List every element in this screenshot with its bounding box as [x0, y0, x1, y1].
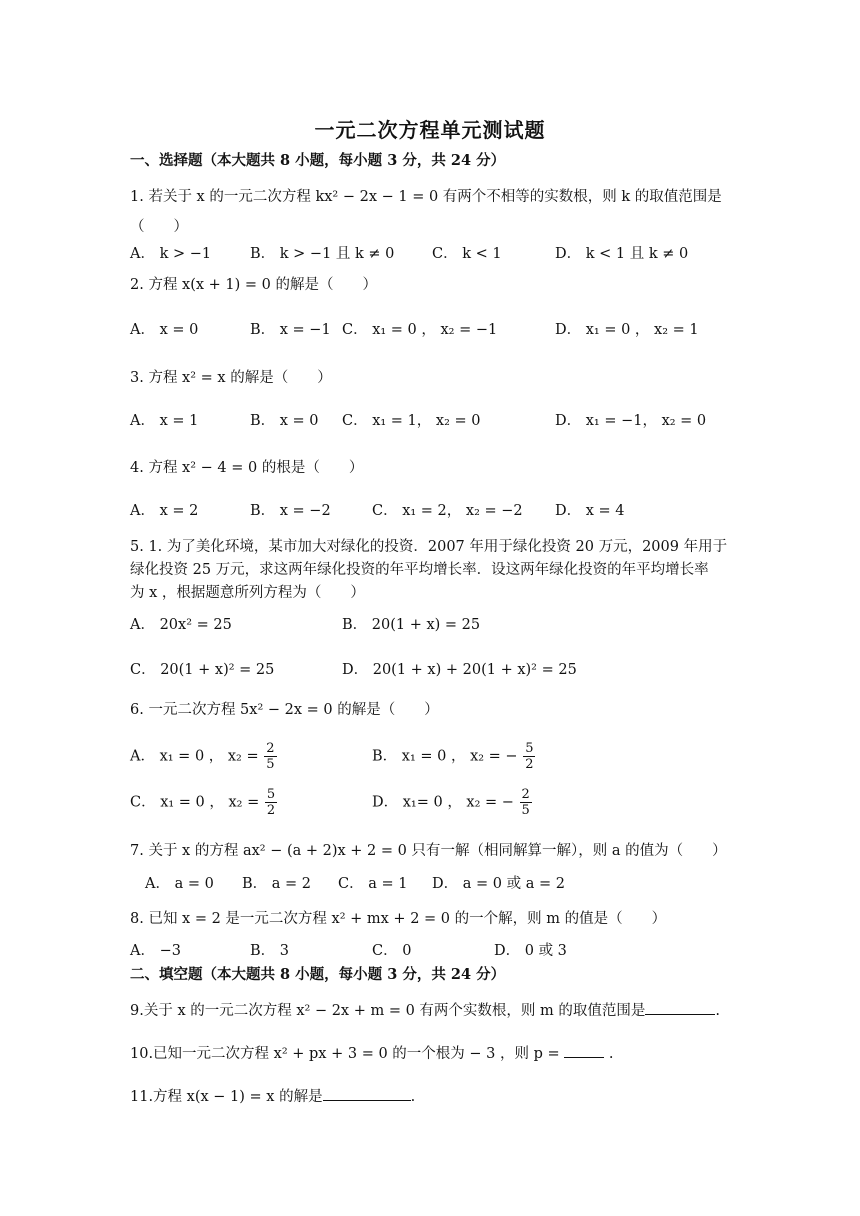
question-2-option-b: B． x = −1: [250, 322, 331, 338]
question-6-option-b-text: B． x₁ = 0 ， x₂ = −: [372, 748, 518, 765]
question-1-option-a: A． k > −1: [130, 246, 212, 262]
question-8-option-b: B． 3: [250, 943, 289, 959]
question-5-option-c: C． 20(1 + x)² = 25: [130, 662, 275, 678]
question-7-option-d: D． a = 0 或 a = 2: [432, 876, 565, 892]
question-7-option-b: B． a = 2: [242, 876, 312, 892]
question-1-option-d: D． k < 1 且 k ≠ 0: [555, 246, 689, 262]
question-5-option-b: B． 20(1 + x) = 25: [342, 617, 481, 633]
question-1-paren: （ ）: [130, 219, 188, 235]
question-11: [130, 1086, 415, 1107]
question-6-stem: 6. 一元二次方程 5x² − 2x = 0 的解是（ ）: [130, 702, 439, 718]
question-6-option-c: [130, 787, 278, 818]
fraction-denominator: 2: [525, 757, 534, 772]
question-10-text: 10.已知一元二次方程 x² + px + 3 = 0 的一个根为 − 3 ，则 p =: [130, 1046, 560, 1062]
question-4-stem: 4. 方程 x² − 4 = 0 的根是（ ）: [130, 460, 364, 476]
question-8-stem: 8. 已知 x = 2 是一元二次方程 x² + mx + 2 = 0 的一个解，则 m 的值是（ ）: [130, 911, 667, 927]
question-9-period: .: [715, 1003, 720, 1019]
question-1-stem: 1. 若关于 x 的一元二次方程 kx² − 2x − 1 = 0 有两个不相等的实数根，则 k 的取值范围是: [130, 189, 722, 205]
answer-blank[interactable]: [645, 1000, 715, 1015]
question-6-option-d: [372, 787, 533, 818]
question-2-option-c: C． x₁ = 0 ， x₂ = −1: [342, 322, 498, 338]
question-1-option-b: B． k > −1 且 k ≠ 0: [250, 246, 395, 262]
fraction-denominator: 5: [521, 803, 530, 818]
question-8-option-c: C． 0: [372, 943, 412, 959]
fraction-numerator: 2: [521, 787, 530, 802]
question-2-option-a: A． x = 0: [130, 322, 199, 338]
question-6-option-a-fraction: [264, 741, 276, 772]
question-4-option-a: A． x = 2: [130, 503, 199, 519]
question-6-option-c-text: C． x₁ = 0 ， x₂ =: [130, 794, 260, 811]
question-4-option-d: D． x = 4: [555, 503, 625, 519]
fraction-numerator: 5: [266, 787, 276, 802]
question-8-option-a: A． −3: [130, 943, 181, 959]
question-5-option-d: D． 20(1 + x) + 20(1 + x)² = 25: [342, 662, 577, 678]
question-3-option-d: D． x₁ = −1， x₂ = 0: [555, 413, 707, 429]
fraction-numerator: 5: [525, 741, 534, 756]
question-10-period: .: [608, 1046, 614, 1062]
question-9: [130, 1000, 720, 1021]
question-5-line-3: 为 x ，根据题意所列方程为（ ）: [130, 585, 365, 601]
question-6-option-b-fraction: [523, 741, 535, 772]
question-6-option-a: [130, 741, 278, 772]
fraction-numerator: 2: [266, 741, 275, 756]
question-7-option-a: A． a = 0: [145, 876, 214, 892]
question-3-option-a: A． x = 1: [130, 413, 199, 429]
question-11-text: 11.方程 x(x − 1) = x 的解是: [130, 1089, 323, 1105]
question-6-option-c-fraction: [265, 787, 277, 818]
question-4-option-c: C． x₁ = 2， x₂ = −2: [372, 503, 523, 519]
section-heading-fill-in: 二、填空题（本大题共 8 小题，每小题 3 分，共 24 分）: [130, 966, 506, 983]
question-10: [130, 1043, 613, 1064]
question-6-option-d-fraction: [520, 787, 532, 818]
question-6-option-d-text: D． x₁= 0 ， x₂ = −: [372, 794, 514, 811]
question-2-stem: 2. 方程 x(x + 1) = 0 的解是（ ）: [130, 277, 378, 293]
fraction-denominator: 5: [266, 757, 275, 772]
question-11-period: .: [410, 1089, 416, 1105]
question-3-stem: 3. 方程 x² = x 的解是（ ）: [130, 370, 332, 386]
answer-blank[interactable]: [323, 1086, 411, 1101]
fraction-denominator: 2: [266, 803, 276, 818]
question-3-option-b: B． x = 0: [250, 413, 319, 429]
question-6-option-a-text: A． x₁ = 0 ， x₂ =: [130, 748, 259, 765]
page-title: 一元二次方程单元测试题: [314, 118, 546, 142]
answer-blank[interactable]: [564, 1043, 604, 1058]
question-5-option-a: A． 20x² = 25: [130, 617, 232, 633]
question-5-line-2: 绿化投资 25 万元，求这两年绿化投资的年平均增长率．设这两年绿化投资的年平均增长率: [130, 562, 709, 578]
question-8-option-d: D． 0 或 3: [494, 943, 567, 959]
question-5-line-1: 5. 1. 为了美化环境，某市加大对绿化的投资．2007 年用于绿化投资 20 万元，2009 年用于: [130, 539, 728, 555]
question-9-text: 9.关于 x 的一元二次方程 x² − 2x + m = 0 有两个实数根，则 m 的取值范围是: [130, 1003, 646, 1019]
question-1-option-c: C． k < 1: [432, 246, 502, 262]
question-2-option-d: D． x₁ = 0 ， x₂ = 1: [555, 322, 699, 338]
question-3-option-c: C． x₁ = 1， x₂ = 0: [342, 413, 481, 429]
question-7-stem: 7. 关于 x 的方程 ax² − (a + 2)x + 2 = 0 只有一解（相同解算一解），则 a 的值为（ ）: [130, 843, 727, 859]
section-heading-choice: 一、选择题（本大题共 8 小题，每小题 3 分，共 24 分）: [130, 152, 506, 169]
question-4-option-b: B． x = −2: [250, 503, 331, 519]
question-7-option-c: C． a = 1: [338, 876, 408, 892]
question-6-option-b: [372, 741, 536, 772]
